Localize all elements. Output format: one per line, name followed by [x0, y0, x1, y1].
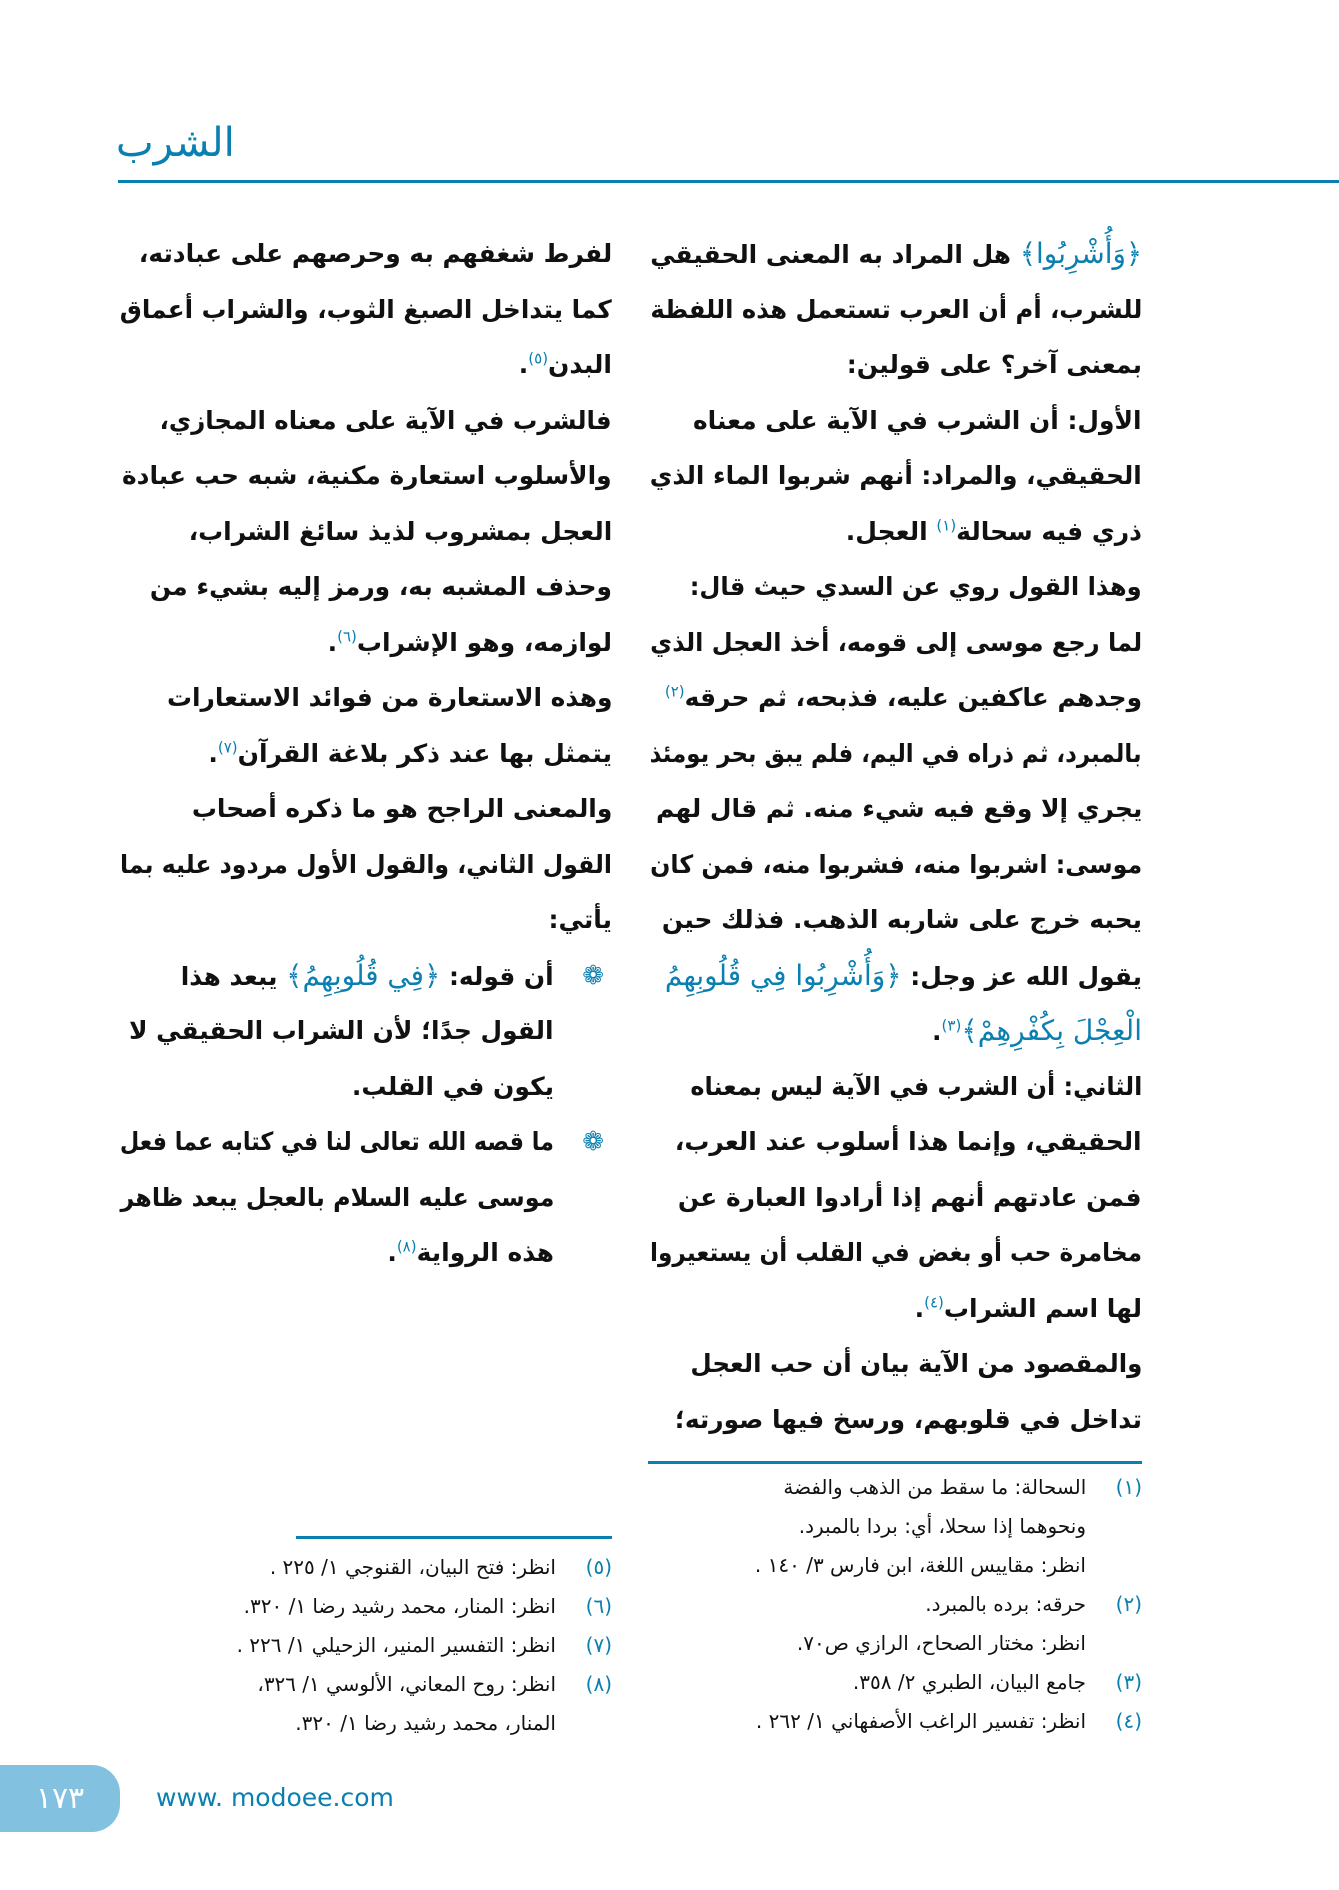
text-line-content — [665, 670, 1142, 726]
text-line — [118, 504, 612, 560]
text-line — [118, 448, 612, 504]
footnote-text-content: انظر: روح المعاني، الألوسي ١/ ٣٢٦، — [257, 1672, 556, 1696]
text-segment: العجل. — [845, 516, 937, 546]
text-segment: هذه الرواية — [416, 1238, 554, 1267]
text-line-content — [846, 517, 1142, 546]
text-line-content — [139, 226, 612, 282]
text-line-content — [328, 628, 612, 657]
text-line — [118, 337, 612, 393]
quran-verse: الْعِجْلَ بِكُفْرِهِمْ﴾ — [961, 1014, 1142, 1047]
bold-label: الأول: — [1067, 405, 1142, 435]
text-line — [648, 1170, 1142, 1226]
text-line-content — [192, 781, 612, 837]
footnote — [118, 1548, 612, 1587]
footnote — [118, 1587, 612, 1626]
text-line-content — [208, 739, 612, 768]
text-line-content — [519, 350, 612, 379]
text-line — [688, 393, 1142, 449]
text-line — [688, 559, 1142, 615]
footnote-text-content: السحالة: ما سقط من الذهب والفضة — [783, 1475, 1086, 1499]
footnote-separator-right — [648, 1461, 1142, 1464]
text-line — [648, 282, 1142, 338]
text-segment: . — [387, 1238, 397, 1267]
text-segment: يأتي: — [548, 905, 612, 934]
text-line-content — [120, 282, 612, 338]
text-line-content — [690, 1059, 1142, 1115]
text-segment: . — [327, 627, 338, 657]
text-line-content — [675, 1392, 1142, 1448]
text-segment: مخامرة حب أو بغض في القلب أن يستعيروا — [649, 1238, 1142, 1267]
bold-label: الثاني: — [1063, 1071, 1142, 1101]
right-column-text — [648, 0, 1142, 1460]
text-line-content — [678, 1170, 1142, 1226]
text-line-content — [150, 559, 612, 615]
bullet-flower-icon: ❁ — [582, 1127, 604, 1157]
text-line-content — [650, 448, 1142, 504]
text-segment: والمعنى الراجح هو ما ذكره أصحاب — [191, 794, 612, 823]
text-line — [118, 282, 612, 338]
text-segment: أن قوله: — [440, 961, 554, 991]
text-line — [648, 1281, 1142, 1337]
running-header-title: الشرب — [116, 120, 235, 166]
text-segment: وجدهم عاكفين عليه، فذبحه، ثم حرقه — [684, 683, 1142, 712]
text-segment: للشرب، أم أن العرب تستعمل هذه اللفظة — [649, 294, 1142, 324]
text-line — [118, 1003, 554, 1059]
text-segment: موسى: اشربوا منه، فشربوا منه، فمن كان — [650, 849, 1142, 879]
text-segment: والأسلوب استعارة مكنية، شبه حب عبادة — [122, 461, 612, 490]
footnote-text-content: انظر: المنار، محمد رشيد رضا ١/ ٣٢٠. — [243, 1594, 556, 1618]
footnote — [118, 1626, 612, 1665]
footnote-text — [648, 1702, 1086, 1741]
text-segment: يبعد هذا — [181, 961, 287, 991]
footnote-text-content: انظر: تفسير الراغب الأصفهاني ١/ ٢٦٢ . — [755, 1709, 1086, 1733]
text-line — [648, 837, 1142, 893]
text-line-content — [675, 1114, 1142, 1170]
quran-verse: ﴿وَأُشْرِبُوا فِي قُلُوبِهِمُ — [664, 958, 902, 992]
text-line-content — [650, 615, 1142, 671]
footnote-text — [648, 1468, 1086, 1507]
text-line — [648, 1392, 1142, 1448]
text-line-content — [662, 892, 1142, 948]
text-line-content — [387, 1238, 554, 1267]
text-line-content — [181, 948, 554, 1005]
text-segment: وهذه الاستعارة من فوائد الاستعارات — [166, 683, 612, 712]
footnote — [648, 1546, 1142, 1585]
text-segment: يحبه خرج على شاربه الذهب. فذلك حين — [661, 905, 1142, 934]
footnote-text — [648, 1546, 1086, 1585]
footnote-text-content: انظر: مختار الصحاح، الرازي ص٧٠. — [796, 1631, 1086, 1655]
footnote-ref[interactable]: (٥) — [528, 349, 549, 368]
text-line — [158, 781, 612, 837]
footnote-text-content: حرقه: برده بالمبرد. — [925, 1592, 1086, 1616]
left-column-text — [118, 0, 612, 1460]
text-line — [648, 1114, 1142, 1170]
text-line — [118, 948, 554, 1004]
text-line — [688, 1059, 1142, 1115]
text-segment: ذري فيه سحالة — [956, 516, 1142, 546]
footnote-text — [118, 1587, 556, 1626]
text-line — [118, 1114, 554, 1170]
text-line — [118, 726, 612, 782]
footnote-text-content: ونحوهما إذا سحلا، أي: بردا بالمبرد. — [798, 1514, 1086, 1538]
footnote-ref[interactable]: (٣) — [941, 1016, 962, 1035]
text-segment: كما يتداخل الصبغ الثوب، والشراب أعماق — [119, 294, 612, 324]
text-segment: هل المراد به المعنى الحقيقي — [649, 240, 1020, 269]
text-segment: لوازمه، وهو الإشراب — [356, 627, 612, 657]
text-segment: لفرط شغفهم به وحرصهم على عبادته، — [138, 239, 612, 268]
text-line-content — [650, 726, 1142, 782]
footnote-ref[interactable]: (٧) — [217, 738, 238, 757]
text-line-content — [122, 448, 612, 504]
text-segment: والمقصود من الآية بيان أن حب العجل — [689, 1349, 1142, 1378]
footnote — [118, 1665, 612, 1704]
text-segment: يتمثل بها عند ذكر بلاغة القرآن — [237, 738, 612, 768]
footnote — [118, 1704, 612, 1743]
text-line — [118, 1170, 554, 1226]
text-segment: الحقيقي، والمراد: أنهم شربوا الماء الذي — [650, 461, 1142, 490]
text-line — [118, 559, 612, 615]
footnote-text-content: جامع البيان، الطبري ٢/ ٣٥٨. — [852, 1670, 1086, 1694]
text-segment: يقول الله عز وجل: — [901, 961, 1142, 991]
footnote-text-content: انظر: مقاييس اللغة، ابن فارس ٣/ ١٤٠ . — [754, 1553, 1086, 1577]
text-segment: وحذف المشبه به، ورمز إليه بشيء من — [149, 572, 612, 601]
text-line-content — [656, 781, 1142, 837]
text-segment: أن الشرب في الآية على معناه — [693, 405, 1068, 435]
text-line-content — [160, 393, 612, 449]
text-line-content — [650, 226, 1142, 283]
text-segment: ما قصه الله تعالى لنا في كتابه عما فعل — [119, 1127, 554, 1156]
text-line-content — [690, 1336, 1142, 1392]
text-line — [118, 837, 612, 893]
quran-verse: ﴿وَأُشْرِبُوا﴾ — [1019, 237, 1142, 270]
footnote-text — [648, 1663, 1086, 1702]
website-link[interactable]: www. modoee.com — [156, 1783, 394, 1812]
text-line — [648, 892, 1142, 948]
footnote-number: (٧) — [585, 1633, 612, 1657]
text-segment: العجل بمشروب لذيذ سائغ الشراب، — [188, 516, 612, 546]
quran-verse: ﴿فِي قُلُوبِهِمُ﴾ — [286, 958, 441, 992]
text-segment: . — [914, 1293, 925, 1323]
text-segment: يكون في القلب. — [351, 1071, 554, 1101]
text-line-content — [915, 1294, 1142, 1323]
text-segment: فالشرب في الآية على معناه المجازي، — [160, 405, 612, 435]
text-line — [648, 226, 1142, 282]
text-line — [118, 1059, 554, 1115]
text-line — [118, 892, 612, 948]
text-segment: الحقيقي، وإنما هذا أسلوب عند العرب، — [675, 1127, 1142, 1156]
footnote — [648, 1702, 1142, 1741]
text-segment: لما رجع موسى إلى قومه، أخذ العجل الذي — [650, 627, 1142, 657]
footnote-ref[interactable]: (٨) — [396, 1237, 417, 1256]
footnote-text — [648, 1585, 1086, 1624]
footnote-text — [648, 1507, 1086, 1546]
text-segment: لها اسم الشراب — [943, 1293, 1142, 1323]
footnote — [648, 1585, 1142, 1624]
text-line — [648, 1003, 1142, 1059]
footnote-text — [648, 1624, 1086, 1663]
text-line — [648, 670, 1142, 726]
footnote-number: (٢) — [1115, 1592, 1142, 1616]
footnote-number: (٨) — [585, 1672, 612, 1696]
text-line-content — [650, 837, 1142, 893]
text-segment: وهذا القول روي عن السدي حيث قال: — [690, 572, 1142, 601]
bullet-flower-icon: ❁ — [582, 960, 604, 991]
footnote-number: (٥) — [585, 1555, 612, 1579]
text-segment: أن الشرب في الآية ليس بمعناه — [689, 1071, 1064, 1101]
text-segment: فمن عادتهم أنهم إذا أرادوا العبارة عن — [678, 1182, 1142, 1212]
text-line — [118, 1225, 554, 1281]
footnote-text — [118, 1704, 556, 1743]
text-line-content — [188, 504, 612, 560]
text-segment: يجري إلا وقع فيه شيء منه. ثم قال لهم — [655, 794, 1142, 823]
text-line — [648, 337, 1142, 393]
text-line-content — [120, 1170, 554, 1226]
footnote — [648, 1507, 1142, 1546]
text-segment: تداخل في قلوبهم، ورسخ فيها صورته؛ — [674, 1404, 1142, 1434]
footnote-text — [118, 1665, 556, 1704]
page-number-badge: ١٧٣ — [0, 1765, 120, 1832]
text-segment: . — [932, 1017, 942, 1046]
footnote-text-content: المنار، محمد رشيد رضا ١/ ٣٢٠. — [295, 1711, 556, 1735]
footnote — [648, 1624, 1142, 1663]
text-line — [648, 504, 1142, 560]
footnote-separator-left — [296, 1536, 612, 1539]
footnote-ref[interactable]: (٢) — [664, 682, 685, 701]
footnote — [648, 1663, 1142, 1702]
text-line — [648, 1225, 1142, 1281]
text-segment: القول الثاني، والقول الأول مردود عليه بما — [120, 849, 612, 879]
text-segment: . — [208, 738, 218, 768]
text-line-content — [120, 837, 612, 893]
text-line-content — [665, 948, 1142, 1005]
text-line-content — [120, 1114, 554, 1170]
footnote-number: (٤) — [1115, 1709, 1142, 1733]
footnote-text-content: انظر: التفسير المنير، الزحيلي ١/ ٢٢٦ . — [236, 1633, 556, 1657]
text-line — [688, 1336, 1142, 1392]
footnote-text-content: انظر: فتح البيان، القنوجي ١/ ٢٢٥ . — [269, 1555, 556, 1579]
text-line — [648, 948, 1142, 1004]
text-line — [118, 226, 612, 282]
text-segment: . — [518, 350, 529, 379]
footnote-text — [118, 1626, 556, 1665]
footnote-number: (١) — [1115, 1475, 1142, 1499]
footnote-ref[interactable]: (٦) — [337, 627, 357, 646]
text-segment: البدن — [548, 350, 612, 379]
text-line-content — [352, 1072, 554, 1101]
text-segment: القول جدًا؛ لأن الشراب الحقيقي لا — [129, 1016, 554, 1045]
text-line-content — [693, 393, 1142, 449]
text-segment: بالمبرد، ثم ذراه في اليم، فلم يبق بحر يومئذ — [650, 738, 1142, 768]
text-line — [648, 615, 1142, 671]
footnote-ref[interactable]: (١) — [936, 516, 957, 535]
text-line — [648, 781, 1142, 837]
text-line — [648, 726, 1142, 782]
text-line-content — [932, 1014, 1142, 1047]
text-line-content — [847, 350, 1142, 379]
text-line-content — [690, 559, 1142, 615]
footnote — [648, 1468, 1142, 1507]
text-line-content — [166, 670, 612, 726]
footnote-ref[interactable]: (٤) — [924, 1293, 944, 1312]
footnote-number: (٦) — [585, 1594, 612, 1618]
text-segment: بمعنى آخر؟ على قولين: — [846, 350, 1142, 379]
text-segment: موسى عليه السلام بالعجل يبعد ظاهر — [119, 1182, 554, 1212]
text-line-content — [549, 905, 612, 934]
text-line — [648, 448, 1142, 504]
footnote-text — [118, 1548, 556, 1587]
footnote-number: (٣) — [1115, 1670, 1142, 1694]
text-line-content — [650, 282, 1142, 338]
text-line — [158, 670, 612, 726]
text-line — [158, 393, 612, 449]
text-line — [118, 615, 612, 671]
text-line-content — [129, 1003, 554, 1059]
text-line-content — [650, 1225, 1142, 1281]
